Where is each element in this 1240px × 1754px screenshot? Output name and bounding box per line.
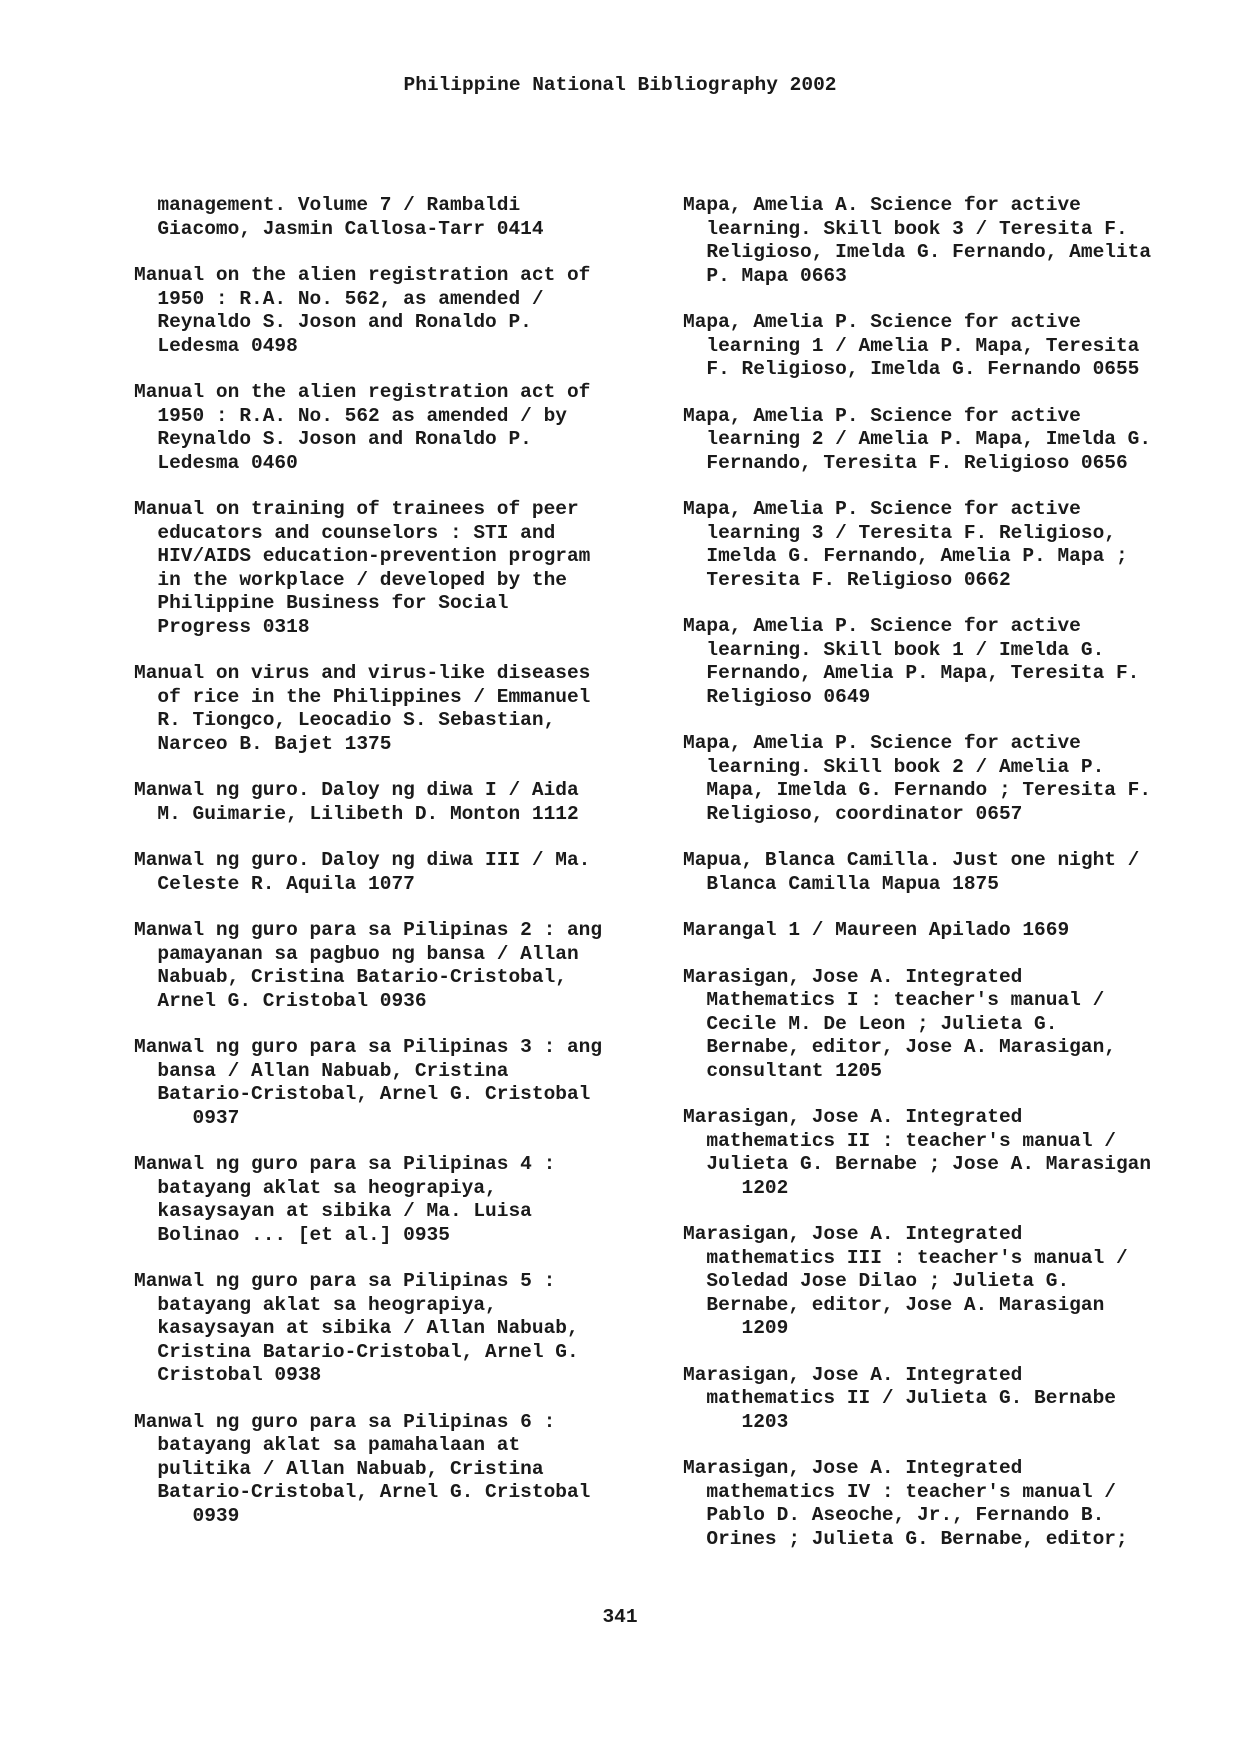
- entry-line: Orines ; Julieta G. Bernabe, editor;: [683, 1527, 1128, 1550]
- entry-line: 1950 : R.A. No. 562, as amended /: [134, 287, 544, 310]
- entry-line: mathematics II / Julieta G. Bernabe: [683, 1387, 1116, 1409]
- bibliography-entry: [134, 381, 654, 475]
- entry-line: HIV/AIDS education-prevention program: [134, 545, 591, 567]
- entry-line: learning. Skill book 3 / Teresita F.: [683, 217, 1128, 240]
- entry-line: Manwal ng guro para sa Pilipinas 4 :: [134, 1153, 556, 1175]
- entry-line: Narceo B. Bajet 1375: [134, 732, 392, 755]
- entry-line: Marasigan, Jose A. Integrated: [683, 1363, 1023, 1386]
- entry-line: Religioso, Imelda G. Fernando, Amelita: [683, 241, 1152, 263]
- bibliography-entry: [683, 405, 1223, 476]
- bibliography-entry: [683, 1364, 1223, 1435]
- entry-line: Religioso 0649: [683, 685, 871, 708]
- entry-line: Cristina Batario-Cristobal, Arnel G.: [134, 1340, 579, 1363]
- entry-line: management. Volume 7 / Rambaldi: [134, 194, 521, 216]
- entry-line: Manwal ng guro para sa Pilipinas 6 :: [134, 1410, 556, 1433]
- bibliography-entry: [134, 1153, 654, 1247]
- entry-line: 0939: [134, 1504, 240, 1527]
- bibliography-entry: [683, 966, 1223, 1084]
- entry-line: Mapa, Amelia P. Science for active: [683, 498, 1081, 520]
- entry-line: Marasigan, Jose A. Integrated: [683, 1223, 1023, 1245]
- entry-line: learning 3 / Teresita F. Religioso,: [683, 521, 1116, 544]
- entry-line: 0937: [134, 1106, 240, 1129]
- entry-line: Manual on the alien registration act of: [134, 381, 591, 403]
- bibliography-entry: [134, 194, 654, 241]
- bibliography-entry: [683, 498, 1223, 592]
- entry-line: Mapa, Amelia A. Science for active: [683, 194, 1081, 216]
- entry-line: Manual on the alien registration act of: [134, 264, 591, 286]
- entry-line: Manwal ng guro para sa Pilipinas 5 :: [134, 1270, 556, 1292]
- bibliography-entry: [683, 849, 1223, 896]
- left-column: [134, 194, 654, 1551]
- entry-line: R. Tiongco, Leocadio S. Sebastian,: [134, 709, 556, 731]
- entry-line: Progress 0318: [134, 615, 310, 638]
- entry-line: mathematics II : teacher's manual /: [683, 1129, 1116, 1152]
- entry-line: Julieta G. Bernabe ; Jose A. Marasigan: [683, 1153, 1152, 1175]
- entry-line: Manwal ng guro para sa Pilipinas 3 : ang: [134, 1036, 603, 1058]
- entry-line: pamayanan sa pagbuo ng bansa / Allan: [134, 942, 579, 965]
- entry-line: Marangal 1 / Maureen Apilado 1669: [683, 919, 1070, 941]
- bibliography-entry: [683, 194, 1223, 288]
- bibliography-entry: [683, 615, 1223, 709]
- bibliography-entry: [134, 264, 654, 358]
- bibliography-entry: [134, 849, 654, 896]
- entry-line: bansa / Allan Nabuab, Cristina: [134, 1059, 509, 1082]
- bibliography-entry: [134, 779, 654, 826]
- right-column: [683, 194, 1223, 1574]
- entry-line: Marasigan, Jose A. Integrated: [683, 1457, 1023, 1479]
- entry-line: Manual on training of trainees of peer: [134, 498, 579, 520]
- entry-line: Reynaldo S. Joson and Ronaldo P.: [134, 428, 532, 450]
- entry-line: Manwal ng guro. Daloy ng diwa III / Ma.: [134, 849, 591, 871]
- entry-line: learning. Skill book 2 / Amelia P.: [683, 755, 1105, 778]
- bibliography-entry: [134, 498, 654, 639]
- entry-line: Manual on virus and virus-like diseases: [134, 662, 591, 684]
- entry-line: Cecile M. De Leon ; Julieta G.: [683, 1012, 1058, 1035]
- entry-line: Bolinao ... [et al.] 0935: [134, 1223, 450, 1246]
- bibliography-entry: [683, 919, 1223, 943]
- entry-line: Blanca Camilla Mapua 1875: [683, 872, 999, 895]
- entry-line: Fernando, Teresita F. Religioso 0656: [683, 451, 1128, 474]
- entry-line: Mapa, Imelda G. Fernando ; Teresita F.: [683, 779, 1152, 801]
- bibliography-entry: [683, 311, 1223, 382]
- entry-line: Arnel G. Cristobal 0936: [134, 989, 427, 1012]
- entry-line: Mapa, Amelia P. Science for active: [683, 311, 1081, 333]
- page-number: 341: [602, 1606, 638, 1628]
- entry-line: in the workplace / developed by the: [134, 568, 567, 591]
- entry-line: of rice in the Philippines / Emmanuel: [134, 685, 591, 708]
- bibliography-entry: [683, 732, 1223, 826]
- entry-line: Ledesma 0498: [134, 334, 298, 357]
- entry-line: mathematics IV : teacher's manual /: [683, 1480, 1116, 1503]
- entry-line: Religioso, coordinator 0657: [683, 802, 1023, 825]
- entry-line: learning 2 / Amelia P. Mapa, Imelda G.: [683, 428, 1152, 450]
- entry-line: Marasigan, Jose A. Integrated: [683, 1106, 1023, 1128]
- entry-line: pulitika / Allan Nabuab, Cristina: [134, 1457, 544, 1480]
- bibliography-entry: [683, 1457, 1223, 1551]
- entry-line: batayang aklat sa heograpiya,: [134, 1293, 497, 1316]
- entry-line: F. Religioso, Imelda G. Fernando 0655: [683, 358, 1140, 380]
- entry-line: learning 1 / Amelia P. Mapa, Teresita: [683, 334, 1140, 357]
- entry-line: Celeste R. Aquila 1077: [134, 872, 415, 895]
- entry-line: Bernabe, editor, Jose A. Marasigan,: [683, 1036, 1116, 1058]
- bibliography-entry: [683, 1223, 1223, 1341]
- entry-line: P. Mapa 0663: [683, 264, 847, 287]
- entry-line: learning. Skill book 1 / Imelda G.: [683, 638, 1105, 661]
- entry-line: Manwal ng guro para sa Pilipinas 2 : ang: [134, 919, 603, 941]
- bibliography-entry: [134, 1036, 654, 1130]
- entry-line: 1209: [683, 1317, 789, 1339]
- entry-line: Giacomo, Jasmin Callosa-Tarr 0414: [134, 217, 544, 240]
- entry-line: Fernando, Amelia P. Mapa, Teresita F.: [683, 662, 1140, 684]
- entry-line: 1202: [683, 1176, 789, 1199]
- entry-line: Imelda G. Fernando, Amelia P. Mapa ;: [683, 545, 1128, 567]
- bibliography-entry: [134, 662, 654, 756]
- entry-line: Mapua, Blanca Camilla. Just one night /: [683, 849, 1140, 871]
- entry-line: consultant 1205: [683, 1059, 882, 1082]
- entry-line: Marasigan, Jose A. Integrated: [683, 965, 1023, 988]
- entry-line: kasaysayan at sibika / Allan Nabuab,: [134, 1317, 579, 1339]
- entry-line: Cristobal 0938: [134, 1364, 322, 1386]
- entry-line: Pablo D. Aseoche, Jr., Fernando B.: [683, 1504, 1105, 1526]
- bibliography-entry: [134, 1270, 654, 1388]
- entry-line: batayang aklat sa pamahalaan at: [134, 1434, 521, 1456]
- entry-line: Manwal ng guro. Daloy ng diwa I / Aida: [134, 779, 579, 801]
- entry-line: Bernabe, editor, Jose A. Marasigan: [683, 1293, 1105, 1316]
- entry-line: 1950 : R.A. No. 562 as amended / by: [134, 404, 567, 427]
- entry-line: Mapa, Amelia P. Science for active: [683, 615, 1081, 637]
- entry-line: educators and counselors : STI and: [134, 521, 556, 544]
- entry-line: Mapa, Amelia P. Science for active: [683, 732, 1081, 754]
- bibliography-entry: [134, 1411, 654, 1529]
- entry-line: Philippine Business for Social: [134, 592, 509, 614]
- entry-line: Batario-Cristobal, Arnel G. Cristobal: [134, 1083, 591, 1105]
- entry-line: Mapa, Amelia P. Science for active: [683, 404, 1081, 427]
- page-header: Philippine National Bibliography 2002: [403, 74, 837, 96]
- entry-line: Ledesma 0460: [134, 451, 298, 474]
- entry-line: Soledad Jose Dilao ; Julieta G.: [683, 1270, 1070, 1292]
- entry-line: Teresita F. Religioso 0662: [683, 568, 1011, 591]
- entry-line: Batario-Cristobal, Arnel G. Cristobal: [134, 1481, 591, 1503]
- entry-line: Reynaldo S. Joson and Ronaldo P.: [134, 311, 532, 333]
- entry-line: 1203: [683, 1410, 789, 1433]
- entry-line: batayang aklat sa heograpiya,: [134, 1176, 497, 1199]
- entry-line: mathematics III : teacher's manual /: [683, 1246, 1128, 1269]
- bibliography-entry: [134, 919, 654, 1013]
- entry-line: kasaysayan at sibika / Ma. Luisa: [134, 1200, 532, 1222]
- bibliography-entry: [683, 1106, 1223, 1200]
- entry-line: M. Guimarie, Lilibeth D. Monton 1112: [134, 802, 579, 825]
- entry-line: Mathematics I : teacher's manual /: [683, 989, 1105, 1011]
- entry-line: Nabuab, Cristina Batario-Cristobal,: [134, 966, 567, 988]
